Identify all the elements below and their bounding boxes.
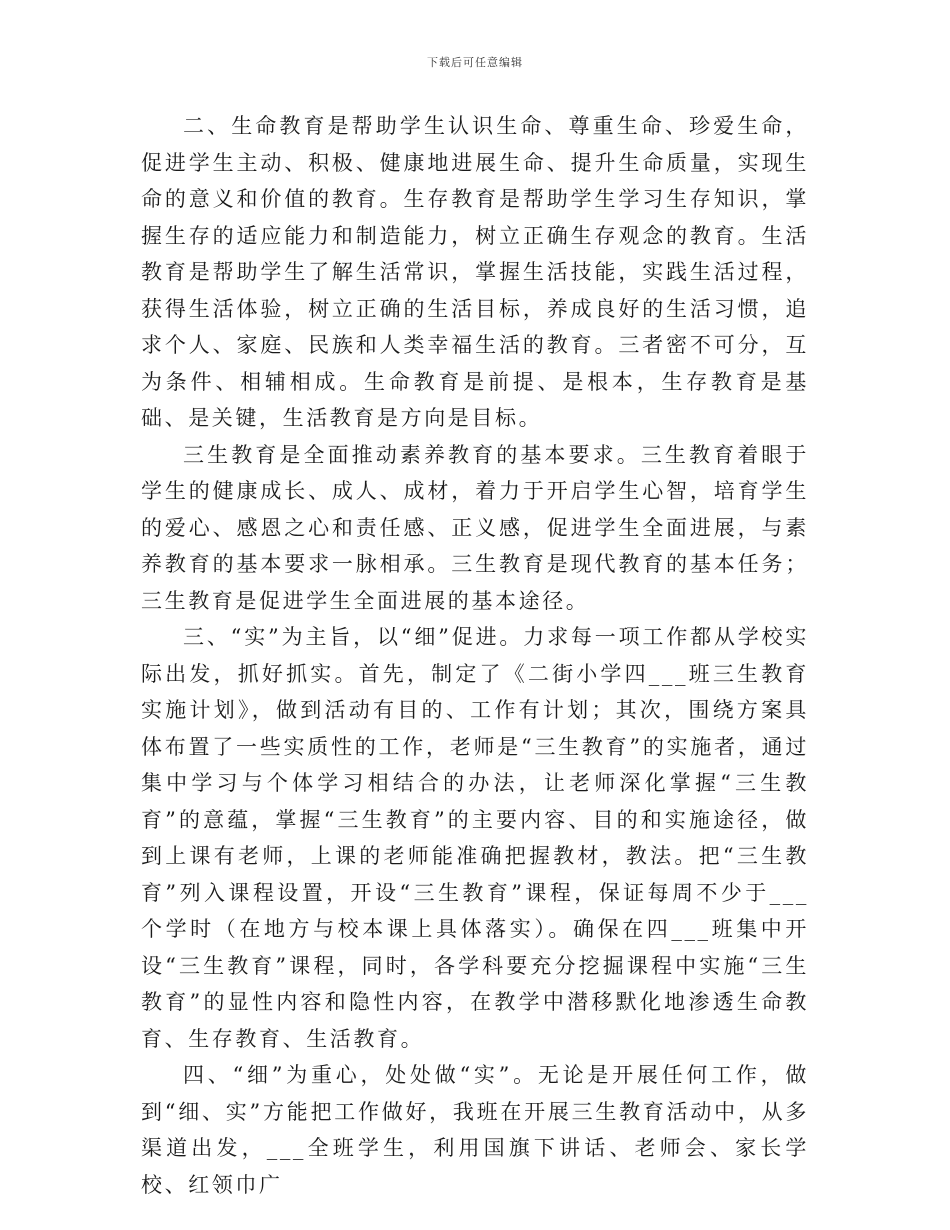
paragraph-life-education: 二、生命教育是帮助学生认识生命、尊重生命、珍爱生命，促进学生主动、积极、健康地进展生命、提升生命质量，实现生命的意义和价值的教育。生存教育是帮助学生学习生存知识，掌握生存的适应能力和制造能力，树立正确生存观念的教育。生活教育是帮助学生了解生活常识，掌握生活技能，实践生活过程，获得生活体验，树立正确的生活目标，养成良好的生活习惯，追求个人、家庭、民族和人类幸福生活的教育。三者密不可分，互为条件、相辅相成。生命教育是前提、是根本，生存教育是基础、是关键，生活教育是方向是目标。 (141, 114, 809, 430)
paragraph-three-life-education: 三生教育是全面推动素养教育的基本要求。三生教育着眼于学生的健康成长、成人、成材，着力于开启学生心智，培育学生的爱心、感恩之心和责任感、正义感，促进学生全面进展，与素养教育的基本要求一脉相承。三生教育是现代教育的基本任务；三生教育是促进学生全面进展的基本途径。 (141, 442, 809, 613)
page-header-note: 下载后可任意编辑 (427, 56, 523, 69)
paragraph-detail-focus: 四、“细”为重心，处处做“实”。无论是开展任何工作，做到“细、实”方能把工作做好，我班在开展三生教育活动中，从多渠道出发，___全班学生，利用国旗下讲话、老师会、家长学校、红领巾广 (141, 1063, 809, 1197)
document-body (141, 108, 809, 1203)
paragraph-practical-focus: 三、“实”为主旨，以“细”促进。力求每一项工作都从学校实际出发，抓好抓实。首先，制定了《二街小学四___班三生教育实施计划》，做到活动有目的、工作有计划；其次，围绕方案具体布置了一些实质性的工作，老师是“三生教育”的实施者，通过集中学习与个体学习相结合的办法，让老师深化掌握“三生教育”的意蕴，掌握“三生教育”的主要内容、目的和实施途径，做到上课有老师，上课的老师能准确把握教材，教法。把“三生教育”列入课程设置，开设“三生教育”课程，保证每周不少于___个学时（在地方与校本课上具体落实）。确保在四___班集中开设“三生教育”课程，同时，各学科要充分挖掘课程中实施“三生教育”的显性内容和隐性内容，在教学中潜移默化地渗透生命教育、生存教育、生活教育。 (141, 625, 809, 1051)
